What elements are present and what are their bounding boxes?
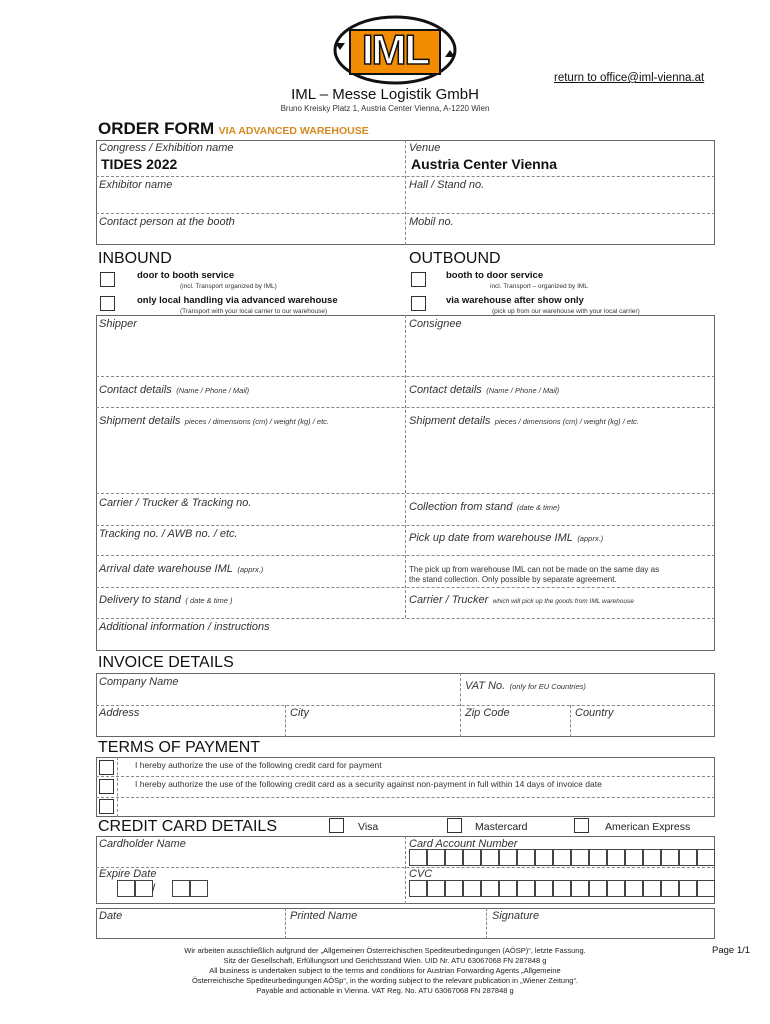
shipper-label[interactable]: Shipper — [99, 318, 137, 330]
venue-value[interactable]: Austria Center Vienna — [411, 156, 558, 172]
vat-sub: (only for EU Countries) — [509, 682, 586, 691]
collection-field[interactable] — [409, 497, 560, 515]
outbound-contact-label: Contact details — [409, 384, 482, 396]
inbound-opt2-label: only local handling via advanced warehouse — [137, 295, 338, 306]
cvc-cells[interactable] — [409, 880, 715, 897]
collection-label: Collection from stand — [409, 501, 513, 513]
footer-line-1: Wir arbeiten ausschließlich aufgrund der „Allgemeinen Österreichischen Spediteurbedingungen (AÖSP)“, letzte Fassung. — [184, 946, 586, 955]
signature-box — [96, 908, 715, 939]
outbound-shipment-label: Shipment details — [409, 415, 491, 427]
terms-heading: TERMS OF PAYMENT — [98, 739, 261, 756]
cardholder-label[interactable]: Cardholder Name — [99, 838, 186, 850]
inbound-carrier-label[interactable]: Carrier / Trucker & Tracking no. — [99, 497, 252, 509]
inbound-warehouse-checkbox[interactable] — [100, 296, 115, 311]
amex-label: American Express — [605, 821, 691, 833]
outbound-opt2-note: (pick up from our warehouse with your local carrier) — [492, 308, 640, 315]
cvc-label: CVC — [409, 868, 433, 880]
collection-sub: (date & time) — [516, 503, 560, 512]
delivery-sub: ( date & time ) — [185, 596, 233, 605]
inbound-shipment-sub: pieces / dimensions (cm) / weight (kg) / etc. — [184, 417, 329, 426]
invoice-heading: INVOICE DETAILS — [98, 654, 234, 671]
terms-payment-checkbox[interactable] — [99, 760, 114, 775]
additional-label[interactable]: Additional information / instructions — [99, 621, 270, 633]
outbound-carrier-field[interactable] — [409, 590, 634, 608]
logo-text: IML — [361, 26, 429, 73]
outbound-heading: OUTBOUND — [409, 250, 501, 267]
footer — [110, 946, 660, 996]
amex-checkbox[interactable] — [574, 818, 589, 833]
pickup-label: Pick up date from warehouse IML — [409, 532, 573, 544]
logo — [332, 14, 458, 86]
terms-opt2-label: I hereby authorize the use of the following credit card as a security against non-payment in full within 14 days of invoice date — [135, 779, 602, 789]
inbound-heading: INBOUND — [98, 250, 172, 267]
inbound-shipment-label: Shipment details — [99, 415, 181, 427]
inbound-contact-sub: (Name / Phone / Mail) — [176, 386, 250, 395]
venue-label: Venue — [409, 142, 441, 154]
inbound-opt1-note: (incl. Transport organized by IML) — [180, 283, 277, 290]
footer-line-3: All business is undertaken subject to the terms and conditions for Austrian Forwarding Agents „Allgemeine — [209, 966, 561, 975]
outbound-booth-to-door-checkbox[interactable] — [411, 272, 426, 287]
credit-heading: CREDIT CARD DETAILS — [98, 818, 277, 835]
terms-extra-checkbox[interactable] — [99, 799, 114, 814]
inbound-contact-label: Contact details — [99, 384, 172, 396]
visa-checkbox[interactable] — [329, 818, 344, 833]
card-number-cells[interactable] — [409, 849, 715, 866]
hall-label[interactable]: Hall / Stand no. — [409, 179, 485, 191]
email-link[interactable]: return to office@iml-vienna.at — [554, 72, 705, 84]
terms-opt1-label: I hereby authorize the use of the following credit card for payment — [135, 760, 382, 770]
form-title-sub: VIA ADVANCED WAREHOUSE — [218, 125, 369, 137]
vat-label: VAT No. — [465, 680, 506, 692]
pickup-note-1: The pick up from warehouse IML can not be made on the same day as — [409, 565, 660, 574]
vat-field[interactable] — [465, 676, 586, 694]
page-number: Page 1/1 — [712, 945, 751, 956]
company-name: IML – Messe Logistik GmbH — [291, 86, 479, 103]
city-label[interactable]: City — [290, 707, 309, 719]
expire-slash: / — [152, 881, 156, 895]
inbound-contact-field[interactable] — [99, 380, 249, 398]
outbound-warehouse-checkbox[interactable] — [411, 296, 426, 311]
terms-security-checkbox[interactable] — [99, 779, 114, 794]
outbound-shipment-field[interactable] — [409, 411, 639, 429]
congress-value[interactable]: TIDES 2022 — [101, 156, 178, 172]
delivery-label: Delivery to stand — [99, 594, 181, 606]
outbound-opt1-note: incl. Transport – organized by IML — [490, 283, 588, 290]
form-title — [98, 119, 369, 139]
mastercard-checkbox[interactable] — [447, 818, 462, 833]
outbound-carrier-sub: which will pick up the goods from IML warehouse — [492, 598, 634, 605]
delivery-field[interactable] — [99, 590, 233, 608]
date-label[interactable]: Date — [99, 910, 123, 922]
visa-label: Visa — [358, 821, 379, 833]
outbound-opt2-label: via warehouse after show only — [446, 295, 584, 306]
pickup-note-2: the stand collection. Only possible by separate agreement. — [409, 575, 617, 584]
outbound-contact-field[interactable] — [409, 380, 559, 398]
outbound-carrier-label: Carrier / Trucker — [409, 594, 489, 606]
printed-name-label[interactable]: Printed Name — [290, 910, 358, 922]
arrival-label: Arrival date warehouse IML — [99, 563, 233, 575]
pickup-field[interactable] — [409, 528, 603, 546]
footer-line-5: Payable and actionable in Vienna. VAT Reg. No. ATU 63067068 FN 287848 g — [256, 986, 514, 995]
contact-person-label[interactable]: Contact person at the booth — [99, 216, 235, 228]
inbound-opt2-note: (Transport with your local carrier to our warehouse) — [180, 308, 328, 315]
expire-month-cells[interactable] — [117, 880, 156, 897]
company-name-label[interactable]: Company Name — [99, 676, 179, 688]
footer-line-2: Sitz der Gesellschaft, Erfüllungsort und Gerichtsstand Wien. UID Nr. ATU 63067068 FN 287848 g — [223, 956, 547, 965]
signature-label[interactable]: Signature — [492, 910, 540, 922]
inbound-shipment-field[interactable] — [99, 411, 329, 429]
arrival-sub: (apprx.) — [237, 565, 264, 574]
footer-line-4: Österreichische Spediteurbedingungen AÖSp“, in the wording subject to the relevant publication in „Wiener Zeitung“. — [191, 976, 579, 985]
form-title-main: ORDER FORM — [98, 119, 215, 138]
country-label[interactable]: Country — [575, 707, 614, 719]
consignee-label[interactable]: Consignee — [409, 318, 462, 330]
outbound-opt1-label: booth to door service — [446, 270, 544, 281]
inbound-opt1-label: door to booth service — [137, 270, 235, 281]
exhibitor-label[interactable]: Exhibitor name — [99, 179, 173, 191]
expire-label: Expire Date — [99, 868, 157, 880]
congress-label: Congress / Exhibition name — [99, 142, 234, 154]
expire-year-cells[interactable] — [172, 880, 208, 897]
company-address: Bruno Kreisky Platz 1, Austria Center Vienna, A-1220 Wien — [280, 104, 490, 113]
card-account-label: Card Account Number — [409, 838, 518, 850]
outbound-shipment-sub: pieces / dimensions (cm) / weight (kg) / etc. — [494, 417, 639, 426]
inbound-door-to-booth-checkbox[interactable] — [100, 272, 115, 287]
arrival-field[interactable] — [99, 559, 263, 577]
mobil-label[interactable]: Mobil no. — [409, 216, 454, 228]
tracking-label[interactable]: Tracking no. / AWB no. / etc. — [99, 528, 238, 540]
zip-label[interactable]: Zip Code — [465, 707, 510, 719]
address-label[interactable]: Address — [99, 707, 140, 719]
mastercard-label: Mastercard — [475, 821, 528, 833]
pickup-sub: (apprx.) — [577, 534, 604, 543]
outbound-contact-sub: (Name / Phone / Mail) — [486, 386, 560, 395]
